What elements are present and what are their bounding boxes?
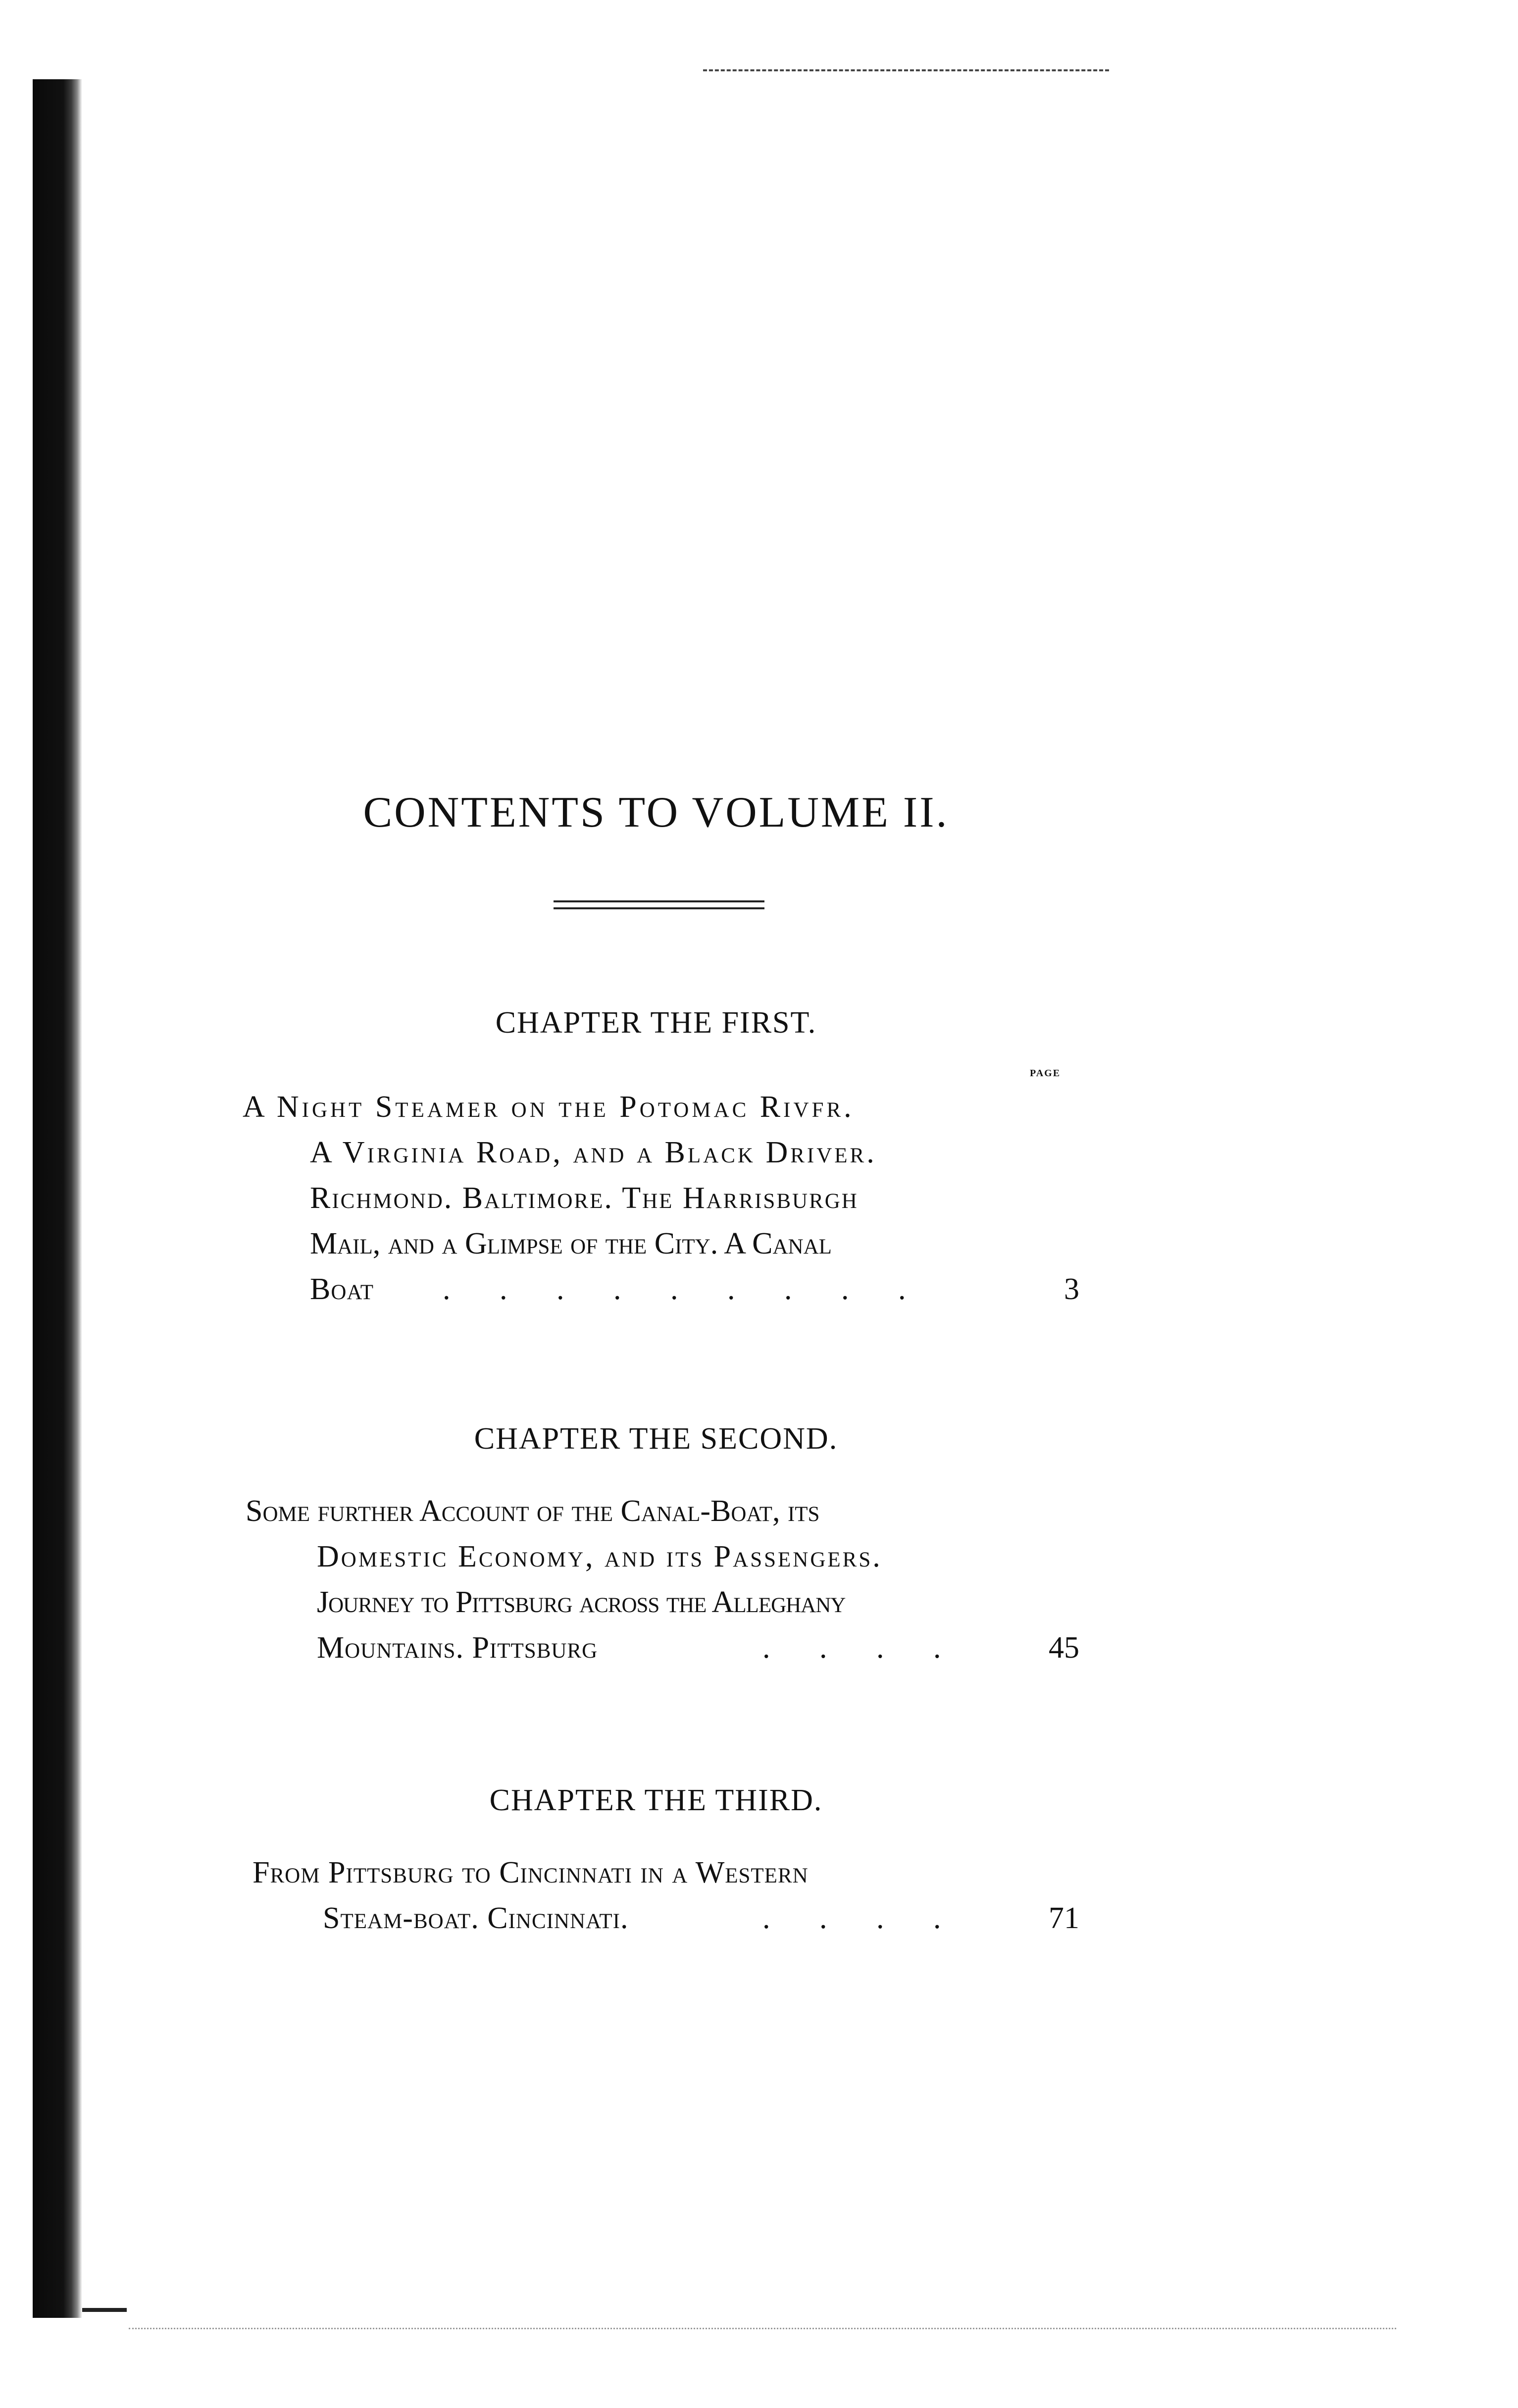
chapter-heading: CHAPTER THE FIRST. (495, 1006, 817, 1040)
chapter-summary-line: Steam-boat. Cincinnati. (323, 1901, 629, 1935)
chapter-summary-line: From Pittsburg to Cincinnati in a Western (253, 1856, 809, 1889)
dot-leaders: . . . . . . . . . (443, 1272, 927, 1306)
chapter-summary-line: A Night Steamer on the Potomac Rivfr. (243, 1090, 855, 1124)
chapter-heading: CHAPTER THE SECOND. (474, 1422, 838, 1456)
chapter-summary-line: Journey to Pittsburg across the Alleghany (317, 1585, 846, 1619)
binding-edge (33, 79, 82, 2318)
chapter-summary-line: A Virginia Road, and a Black Driver. (310, 1136, 877, 1169)
dot-leaders: . . . . (762, 1901, 962, 1935)
scan-mark-bottom (129, 2328, 1396, 2331)
page-title: CONTENTS TO VOLUME II. (363, 788, 949, 837)
dot-leaders: . . . . (762, 1631, 962, 1665)
binding-edge-foot (82, 2308, 127, 2312)
chapter-summary-line: Mountains. Pittsburg (317, 1631, 598, 1665)
chapter-summary-line: Mail, and a Glimpse of the City. A Canal (310, 1227, 832, 1260)
chapter-summary-line: Some further Account of the Canal-Boat, its (246, 1494, 820, 1528)
chapter-summary-line: Boat (310, 1272, 374, 1306)
title-double-rule (554, 900, 764, 909)
chapter-summary-line: Richmond. Baltimore. The Harrisburgh (310, 1181, 859, 1215)
scan-mark-top (703, 69, 1109, 73)
page-number: 71 (1049, 1901, 1079, 1935)
chapter-heading: CHAPTER THE THIRD. (489, 1783, 823, 1817)
page-number: 45 (1049, 1631, 1079, 1665)
chapter-summary-line: Domestic Economy, and its Passengers. (317, 1540, 882, 1573)
page-number: 3 (1064, 1272, 1079, 1306)
page-column-label: PAGE (1030, 1068, 1061, 1079)
